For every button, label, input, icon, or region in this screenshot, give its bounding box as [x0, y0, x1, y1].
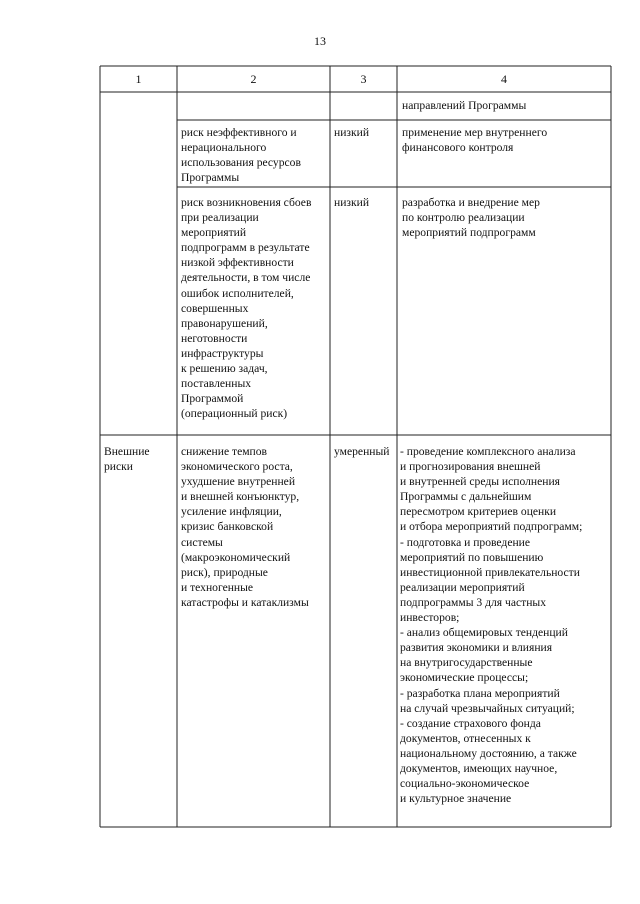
- row-3-col-4: - проведение комплексного анализа и прогнозирования внешней и внутренней среды исполнения Программы с дальнейшим пересмотром критериев оценки и отбора мероприятий подпрограмм; - подготовка и проведение мероприятий по повышению инвестиционной привлекательности реализации мероприятий подпрограммы 3 для частных инвесторов; - анализ общемировых тенденций развития экономики и влияния на внутригосударственные экономические процессы; - разработка плана мероприятий на случай чрезвычайных ситуаций; - создание страхового фонда документов, отнесенных к национальному достоянию, а также документов, имеющих научное, социально-экономическое и культурное значение: [400, 445, 583, 806]
- row-3-col-2: снижение темпов экономического роста, ухудшение внутренней и внешней конъюнктур, усиление инфляции, кризис банковской системы (макроэкономический риск), природные и техногенные катастрофы и катаклизмы: [181, 445, 309, 609]
- row-0-col-4: направлений Программы: [402, 99, 527, 112]
- row-3-col-3: умеренный: [334, 445, 390, 458]
- row-1-col-2: риск неэффективного и нерационального использования ресурсов Программы: [181, 126, 301, 185]
- header-col-3: 3: [360, 72, 367, 86]
- row-2-col-2: риск возникновения сбоев при реализации мероприятий подпрограмм в результате низкой эффективности деятельности, в том числе ошибок исполнителей, совершенных правонарушений, неготовности инфраструктуры к решению задач, поставленных Программой (операционный риск): [181, 196, 312, 421]
- header-col-4: 4: [501, 72, 507, 86]
- row-1-col-3: низкий: [334, 126, 370, 139]
- header-col-2: 2: [250, 72, 257, 86]
- row-2-col-4: разработка и внедрение мер по контролю реализации мероприятий подпрограмм: [402, 196, 540, 240]
- page-number: 13: [314, 34, 326, 48]
- row-3-col-1: Внешние риски: [104, 445, 150, 474]
- header-col-1: 1: [135, 72, 142, 86]
- row-2-col-3: низкий: [334, 196, 370, 209]
- row-1-col-4: применение мер внутреннего финансового контроля: [402, 126, 548, 155]
